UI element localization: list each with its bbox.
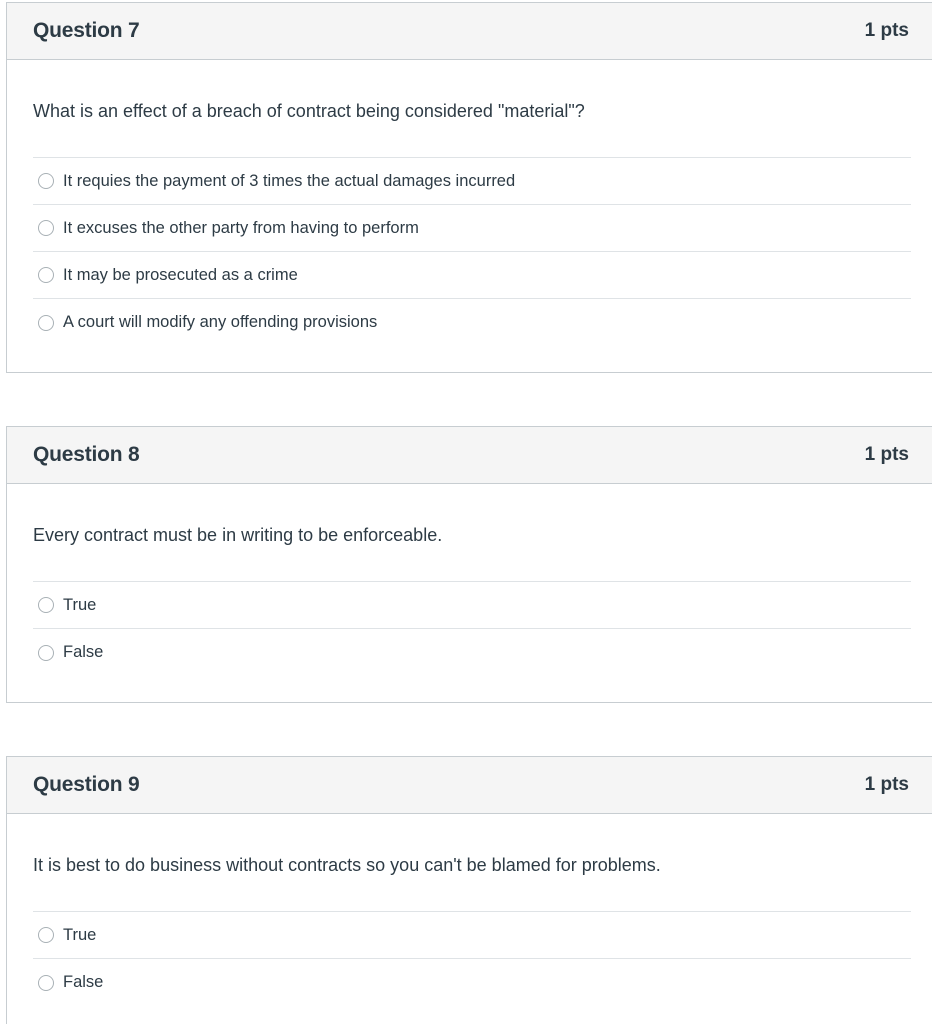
answer-option[interactable] <box>33 629 911 676</box>
answer-label: It requies the payment of 3 times the actual damages incurred <box>63 171 516 190</box>
radio-button[interactable] <box>38 220 54 236</box>
answer-option[interactable] <box>33 959 911 1006</box>
answer-label: A court will modify any offending provisions <box>63 313 378 331</box>
question-text: Every contract must be in writing to be enforceable. <box>33 525 443 545</box>
answer-label: False <box>63 973 104 991</box>
answer-label: True <box>63 595 97 614</box>
question-text: It is best to do business without contracts so you can't be blamed for problems. <box>33 855 661 875</box>
answer-option[interactable] <box>33 299 911 346</box>
question-title: Question 8 <box>33 443 140 466</box>
answer-option[interactable] <box>33 158 911 205</box>
answer-list <box>33 911 911 1006</box>
question-header <box>7 3 932 60</box>
question-card <box>6 426 932 703</box>
answer-option[interactable] <box>33 582 911 629</box>
question-body <box>7 60 932 346</box>
answer-option[interactable] <box>33 912 911 959</box>
question-header <box>7 757 932 814</box>
answer-label: It excuses the other party from having to perform <box>63 218 419 237</box>
answer-option[interactable] <box>33 205 911 252</box>
question-points: 1 pts <box>864 774 909 795</box>
radio-button[interactable] <box>38 315 54 331</box>
question-card <box>6 756 932 1024</box>
answer-label: False <box>63 643 104 661</box>
question-title: Question 9 <box>33 773 140 796</box>
question-body <box>7 814 932 1006</box>
question-title: Question 7 <box>33 19 140 42</box>
radio-button[interactable] <box>38 597 54 613</box>
answer-option[interactable] <box>33 252 911 299</box>
radio-button[interactable] <box>38 267 54 283</box>
radio-button[interactable] <box>38 975 54 991</box>
answer-list <box>33 157 911 346</box>
radio-button[interactable] <box>38 645 54 661</box>
answer-list <box>33 581 911 676</box>
question-header <box>7 427 932 484</box>
question-points: 1 pts <box>864 20 909 41</box>
answer-label: It may be prosecuted as a crime <box>63 265 298 284</box>
question-body <box>7 484 932 676</box>
radio-button[interactable] <box>38 173 54 189</box>
question-text: What is an effect of a breach of contract being considered "material"? <box>33 101 585 121</box>
question-card <box>6 2 932 373</box>
radio-button[interactable] <box>38 927 54 943</box>
answer-label: True <box>63 925 97 944</box>
question-points: 1 pts <box>864 444 909 465</box>
